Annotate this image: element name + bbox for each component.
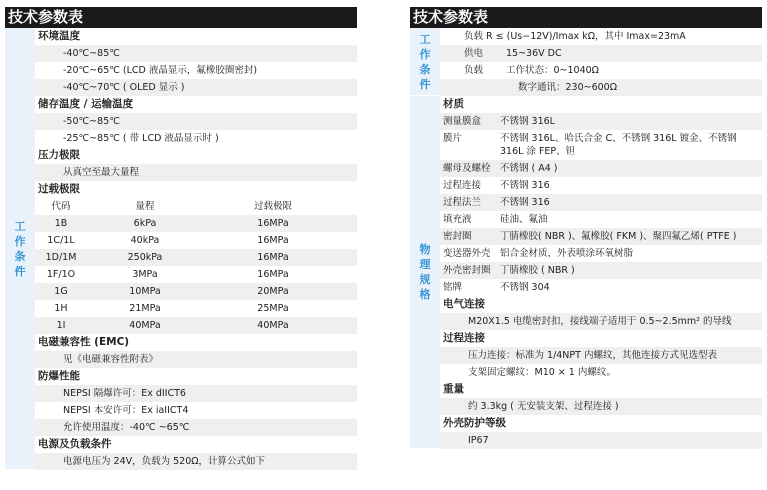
explosion-heading: 防爆性能 [38, 370, 80, 382]
cell-range: 250kPa [127, 252, 163, 263]
material-row [440, 245, 762, 262]
power-heading: 电源及负载条件 [38, 438, 112, 450]
cell-overload: 40MPa [257, 320, 289, 331]
cell-code: 1I [56, 320, 66, 331]
storage-temp-heading: 储存温度 / 运输温度 [38, 98, 134, 110]
table-row [35, 249, 357, 266]
cell-range: 40MPa [129, 320, 161, 331]
material-value: 不锈钢 316 [500, 197, 550, 208]
vlabel-char: 工 [419, 32, 431, 46]
col-overload-header: 过载极限 [253, 201, 292, 212]
table-row [35, 266, 357, 283]
material-row [440, 262, 762, 279]
material-row [440, 211, 762, 228]
table-row [35, 317, 357, 334]
pressure-limit-row: 从真空至最大量程 [35, 164, 357, 181]
protection-row: IP67 [440, 432, 762, 449]
material-row [440, 194, 762, 211]
load-formula: 负载 R ≤ (Us−12V)/Imax kΩ，其中 Imax=23mA [464, 31, 686, 42]
table-row [35, 215, 357, 232]
work-conditions-label [410, 28, 440, 96]
load-row-2 [440, 79, 762, 96]
env-temp-heading: 环境温度 [38, 30, 80, 42]
material-value: 不锈钢 316L [500, 116, 555, 127]
load-value: 工作状态：0~1040Ω [506, 65, 599, 76]
material-value: 不锈钢 316 [500, 180, 550, 191]
cell-overload: 16MPa [257, 235, 289, 246]
material-key: 填充液 [443, 214, 472, 225]
weight-heading: 重量 [443, 383, 464, 395]
material-value: 硅油、氟油 [500, 214, 548, 225]
cell-code: 1F/1O [46, 269, 76, 280]
overload-heading: 过载极限 [38, 183, 80, 195]
cell-code: 1C/1L [47, 235, 75, 246]
load-key-empty [440, 79, 500, 96]
physical-spec-label [410, 96, 440, 449]
col-range-header: 量程 [135, 201, 155, 212]
material-key: 铭牌 [443, 282, 463, 293]
supply-key: 供电 [464, 48, 484, 59]
vlabel-char: 理 [419, 258, 431, 271]
storage-temp-row: -25℃~85℃ ( 带 LCD 液晶显示时 ) [63, 133, 219, 144]
material-key: 测量膜盒 [443, 116, 482, 127]
vlabel-char: 件 [419, 77, 431, 91]
right-spec-panel [410, 7, 762, 449]
cell-overload: 16MPa [257, 269, 289, 280]
process-row: 支架固定螺纹：M10 × 1 内螺纹。 [468, 367, 616, 378]
overload-header-row [35, 198, 357, 215]
cell-code: 1G [54, 286, 68, 297]
pressure-limit-heading: 压力极限 [38, 149, 80, 161]
vlabel-char: 格 [419, 288, 431, 301]
supply-row [440, 45, 762, 62]
phys-content [440, 96, 762, 449]
explosion-row: NEPSI 隔爆许可：Ex dIICT6 [35, 385, 357, 402]
vlabel-char: 物 [419, 243, 431, 256]
material-key: 变送器外壳 [443, 248, 491, 259]
electrical-row: M20X1.5 电缆密封扣，接线端子适用于 0.5~2.5mm² 的导线 [440, 313, 762, 330]
material-value: 丁腈橡胶 ( NBR ) [500, 265, 575, 276]
cell-range: 6kPa [133, 218, 157, 229]
env-temp-row: -20℃~65℃ (LCD 液晶显示，氟橡胶圈密封) [63, 65, 258, 76]
material-value: 铝合金材质，外表喷涂环氧树脂 [500, 248, 634, 259]
right-title: 技术参数表 [410, 7, 762, 28]
explosion-row: 允许使用温度：-40℃ ~65℃ [35, 419, 357, 436]
emc-row: 见《电磁兼容性附表》 [35, 351, 357, 368]
material-key: 膜片 [443, 133, 463, 144]
left-content [35, 28, 357, 470]
cell-overload: 25MPa [257, 303, 289, 314]
table-row [35, 232, 357, 249]
cell-code: 1D/1M [45, 252, 77, 263]
supply-value: 15~36V DC [506, 48, 562, 59]
material-row [440, 177, 762, 194]
material-row [440, 279, 762, 296]
material-key: 过程法兰 [443, 197, 482, 208]
cell-code: 1B [54, 218, 68, 229]
vlabel-char: 作 [14, 234, 26, 248]
material-heading: 材质 [443, 98, 464, 110]
process-row: 压力连接：标准为 1/4NPT 内螺纹，其他连接方式见选型表 [440, 347, 762, 364]
material-key: 外壳密封圈 [443, 265, 491, 276]
load-value: 数字通讯：230~600Ω [518, 82, 617, 93]
material-row [440, 228, 762, 245]
cell-overload: 16MPa [257, 218, 289, 229]
env-temp-row: -40℃~70℃ ( OLED 显示 ) [35, 79, 357, 96]
vlabel-char: 作 [419, 47, 431, 61]
vlabel-char: 工 [14, 219, 26, 233]
material-row [440, 130, 762, 160]
work-conditions-label [5, 28, 35, 470]
right-phys-section [410, 96, 762, 449]
weight-row: 约 3.3kg ( 无安装支架、过程连接 ) [440, 398, 762, 415]
load-row [440, 62, 762, 79]
material-key: 密封圈 [443, 231, 472, 242]
cell-overload: 16MPa [257, 252, 289, 263]
cell-range: 21MPa [129, 303, 161, 314]
cell-range: 3MPa [132, 269, 158, 280]
material-key: 螺母及螺栓 [443, 163, 491, 174]
material-row [440, 160, 762, 177]
electrical-heading: 电气连接 [443, 298, 485, 310]
material-row [440, 113, 762, 130]
env-temp-row: -40℃~85℃ [35, 45, 357, 62]
material-value: 不锈钢 316L、哈氏合金 C、不锈钢 316L 镀金、不锈钢 316L 涂 FEP、钽 [500, 133, 737, 157]
cell-code: 1H [54, 303, 68, 314]
left-spec-panel [5, 7, 357, 470]
material-value: 不锈钢 ( A4 ) [500, 163, 558, 174]
material-value: 不锈钢 304 [500, 282, 550, 293]
right-work-section [410, 28, 762, 96]
vlabel-char: 件 [14, 264, 26, 278]
material-value: 丁腈橡胶( NBR )、氟橡胶( FKM )、聚四氟乙烯( PTFE ) [500, 231, 737, 242]
cell-range: 40kPa [130, 235, 160, 246]
vlabel-char: 规 [419, 273, 431, 286]
explosion-row: NEPSI 本安许可：Ex iaIICT4 [63, 405, 189, 416]
table-row [35, 283, 357, 300]
table-row [35, 300, 357, 317]
col-code-header: 代码 [51, 201, 71, 212]
vlabel-char: 条 [419, 62, 431, 76]
material-key: 过程连接 [443, 180, 482, 191]
load-key: 负载 [464, 65, 484, 76]
process-heading: 过程连接 [443, 332, 485, 344]
cell-overload: 20MPa [257, 286, 289, 297]
protection-heading: 外壳防护等级 [443, 417, 506, 429]
emc-heading: 电磁兼容性 (EMC) [38, 336, 130, 348]
power-row: 电源电压为 24V，负载为 520Ω，计算公式如下 [35, 453, 357, 470]
left-table [5, 28, 357, 470]
cell-range: 10MPa [129, 286, 161, 297]
left-title: 技术参数表 [5, 7, 357, 28]
load-content [440, 28, 762, 96]
vlabel-char: 条 [14, 249, 26, 263]
storage-temp-row: -50℃~85℃ [35, 113, 357, 130]
